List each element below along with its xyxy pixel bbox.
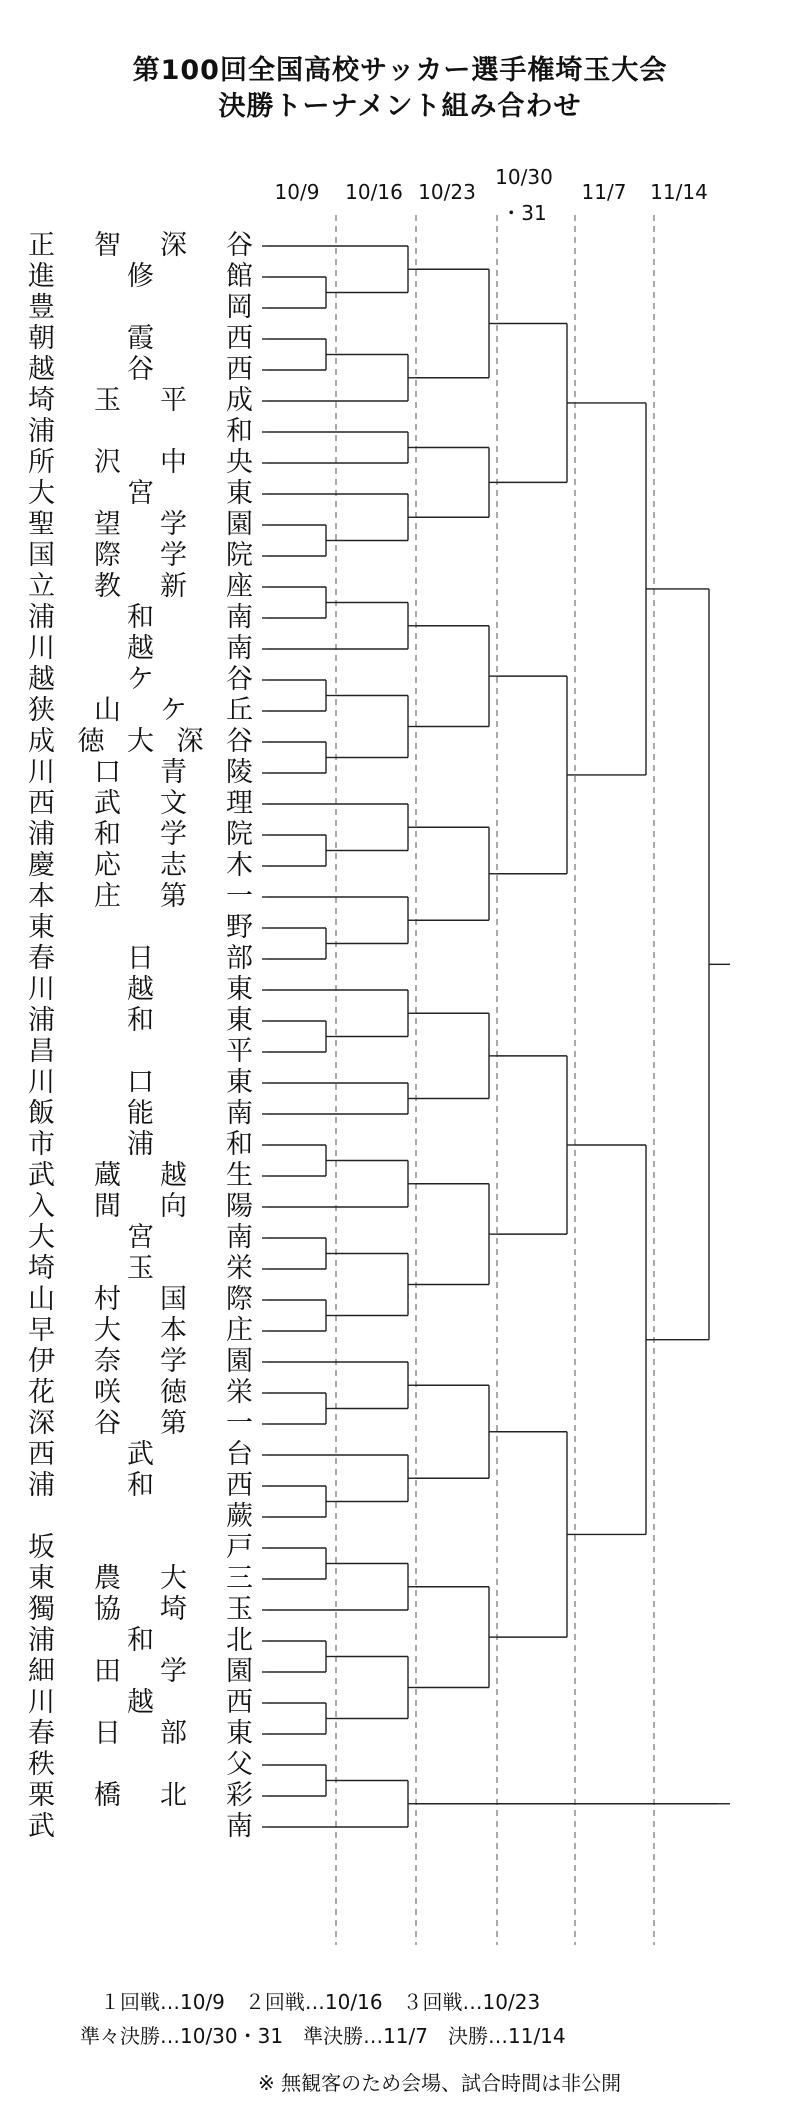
team-row: 花 咲 徳 栄 [28, 1377, 253, 1408]
team-row: 東 農 大 三 [28, 1563, 253, 1594]
team-row: 伊 奈 学 園 [28, 1346, 253, 1377]
team-row: 川 越 西 [28, 1687, 253, 1718]
team-row: 川 越 南 [28, 633, 253, 664]
team-row: 朝 霞 西 [28, 323, 253, 354]
team-row: 昌 平 [28, 1036, 253, 1067]
closed-venue-note: ※ 無観客のため会場、試合時間は非公開 [258, 2071, 622, 2095]
schedule-legend-line1: １回戦…10/9 ２回戦…10/16 ３回戦…10/23 [100, 1990, 541, 2014]
team-row: 浦 和 北 [28, 1625, 253, 1656]
team-row: 川 越 東 [28, 974, 253, 1005]
team-row: 越 ケ 谷 [28, 664, 253, 695]
team-row: 進 修 館 [28, 261, 253, 292]
round-date-4b: ・31 [501, 201, 547, 225]
team-row: 坂 戸 [28, 1532, 253, 1563]
team-row: 山 村 国 際 [28, 1284, 253, 1315]
bracket-title-line2: 決勝トーナメント組み合わせ [218, 91, 582, 122]
round-date-3: 10/23 [418, 180, 476, 204]
team-row: 大 宮 東 [28, 478, 253, 509]
round-date-4: 10/30 [495, 165, 553, 189]
team-row: 栗 橋 北 彩 [28, 1780, 253, 1811]
team-row: 西 武 文 理 [28, 788, 253, 819]
team-row: 国 際 学 院 [28, 540, 253, 571]
round-date-5: 11/7 [581, 180, 627, 204]
team-row: 早 大 本 庄 [28, 1315, 253, 1346]
round-date-1: 10/9 [274, 180, 320, 204]
team-row: 秩 父 [28, 1749, 253, 1780]
team-row: 狭 山 ケ 丘 [28, 695, 253, 726]
team-row: 慶 応 志 木 [28, 850, 253, 881]
team-row: 埼 玉 栄 [28, 1253, 253, 1284]
round-date-6: 11/14 [650, 180, 708, 204]
team-row: 浦 和 南 [28, 602, 253, 633]
team-row: 獨 協 埼 玉 [28, 1594, 253, 1625]
bracket-title-line1: 第100回全国高校サッカー選手権埼玉大会 [132, 55, 668, 86]
team-row: 大 宮 南 [28, 1222, 253, 1253]
team-row: 所 沢 中 央 [28, 447, 253, 478]
team-row: 立 教 新 座 [28, 571, 253, 602]
team-row: 川 口 青 陵 [28, 757, 253, 788]
team-row: 市 浦 和 [28, 1129, 253, 1160]
team-row: 浦 和 西 [28, 1470, 253, 1501]
team-row: 浦 和 学 院 [28, 819, 253, 850]
team-row: 細 田 学 園 [28, 1656, 253, 1687]
round-date-2: 10/16 [345, 180, 403, 204]
team-row: 深 谷 第 一 [28, 1408, 253, 1439]
team-row: 武 南 [28, 1811, 253, 1842]
team-row: 正 智 深 谷 [28, 230, 253, 261]
team-row: 浦 和 [28, 416, 253, 447]
team-row: 武 蔵 越 生 [28, 1160, 253, 1191]
team-row: 春 日 部 [28, 943, 253, 974]
team-row: 春 日 部 東 [28, 1718, 253, 1749]
team-row: 飯 能 南 [28, 1098, 253, 1129]
team-row: 西 武 台 [28, 1439, 253, 1470]
team-row: 蕨 [226, 1501, 253, 1532]
team-row: 聖 望 学 園 [28, 509, 253, 540]
team-row: 入 間 向 陽 [28, 1191, 253, 1222]
team-row: 豊 岡 [28, 292, 253, 323]
team-row: 越 谷 西 [28, 354, 253, 385]
team-row: 東 野 [28, 912, 253, 943]
team-row: 埼 玉 平 成 [28, 385, 253, 416]
team-row: 成 徳 大 深 谷 [28, 726, 253, 757]
schedule-legend-line2: 準々決勝…10/30・31 準決勝…11/7 決勝…11/14 [80, 2024, 566, 2048]
team-row: 川 口 東 [28, 1067, 253, 1098]
team-row: 浦 和 東 [28, 1005, 253, 1036]
team-row: 本 庄 第 一 [28, 881, 253, 912]
